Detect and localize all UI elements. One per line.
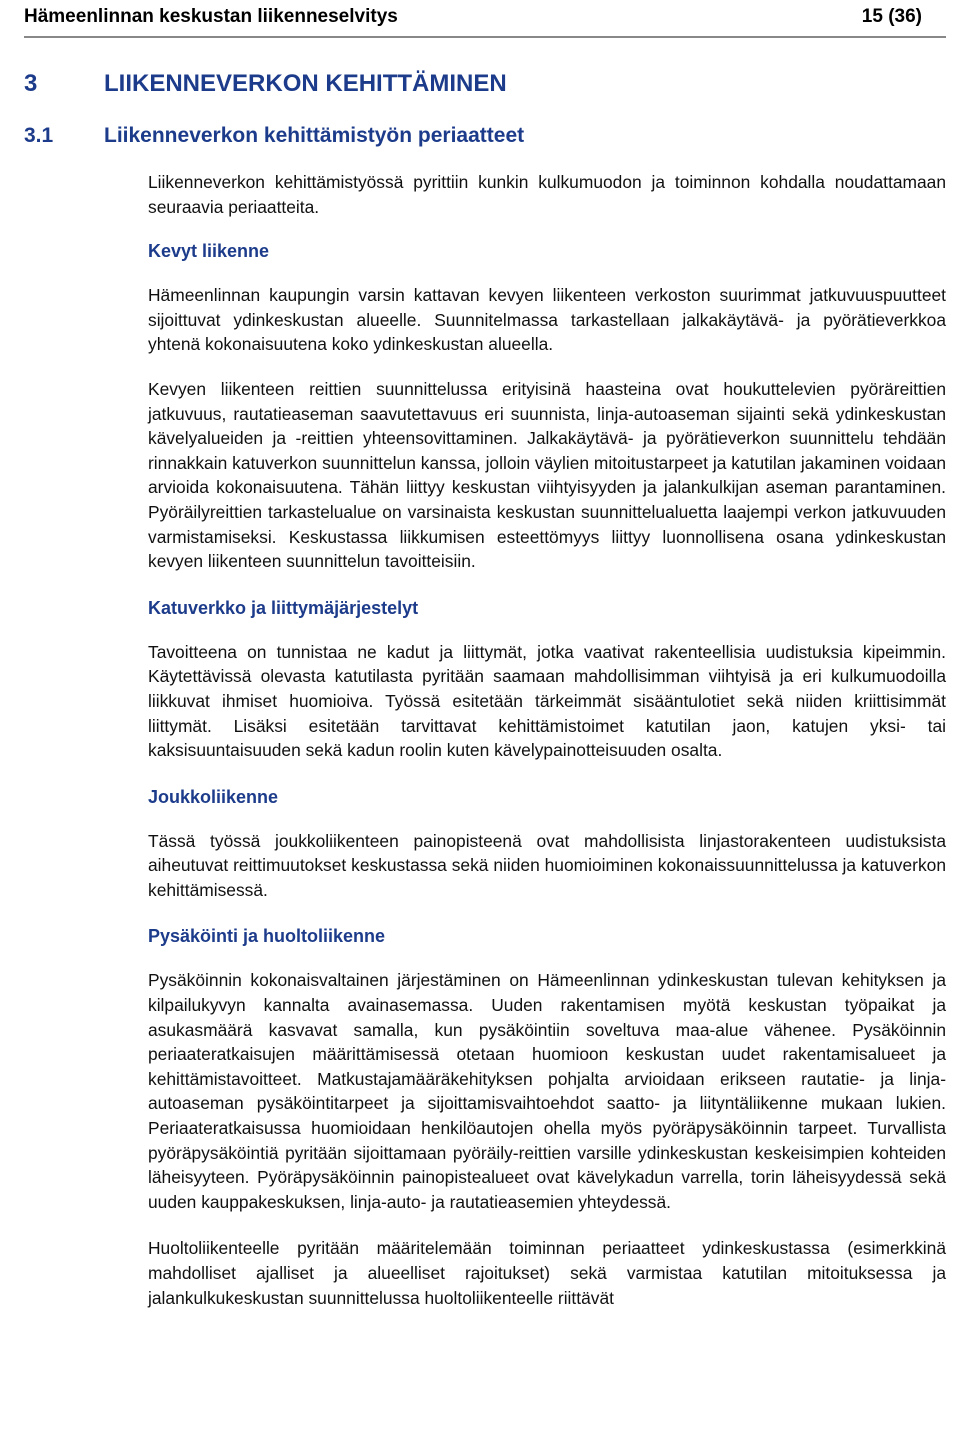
- section-heading: [24, 124, 524, 148]
- chapter-heading: [24, 70, 507, 98]
- intro-paragraph: Liikenneverkon kehittämistyössä pyrittiin kunkin kulkumuodon ja toiminnon kohdalla noudattamaan seuraavia periaatteita.: [148, 172, 946, 217]
- section-number: 3.1: [24, 124, 54, 147]
- page-header: [24, 0, 936, 34]
- paragraph: Pysäköinnin kokonaisvaltainen järjestäminen on Hämeenlinnan ydinkeskustan tulevan kehityksen ja kilpailukyvyn kannalta avainasemassa. Uuden rakentamisen myötä keskustan työpaikat ja asukasmäärä kasvavat samalla, kun pysäköintiin soveltuva maa-alue vähenee. Pysäköinnin periaateratkaisujen määrittämisessä otetaan huomioon keskustan uudet rakentamisalueet ja kehittämistavoitteet. Matkustajamääräkehityksen pohjalta arvioidaan erikseen rautatie- ja linja-autoaseman pysäköintitarpeet ja sijoittamisvaihtoehdot saatto- ja liityntäliikenne mukaan lukien. Periaateratkaisussa huomioidaan henkilöautojen ohella myös pyöräpysäköinnin tarpeet. Turvallista pyöräpysäköintiä pyritään sijoittamaan pyöräily-reittien varsille ydinkeskustan keskeisimpien kohteiden läheisyyteen. Pyöräpysäköinnin painopistealueet ovat kävelykadun varrella, torin läheisyydessä sekä uuden kauppakeskuksen, linja-auto- ja rautatieasemien yhteydessä.: [148, 970, 946, 1212]
- subsection-heading-kevyt-liikenne: Kevyt liikenne: [148, 241, 270, 262]
- subsection-heading-katuverkko: Katuverkko ja liittymäjärjestelyt: [148, 597, 419, 618]
- subsection-heading-joukkoliikenne: Joukkoliikenne: [148, 786, 279, 807]
- paragraph: Hämeenlinnan kaupungin varsin kattavan kevyen liikenteen verkoston suurimmat jatkuvuuspuutteet sijoittuvat ydinkeskustan alueelle. Suunnitelmassa tarkastellaan jalkakäytävä- ja pyörätieverkkoa yhtenä kokonaisuutena koko ydinkeskustan alueella.: [148, 285, 946, 355]
- header-divider: [24, 36, 946, 38]
- subsection-heading-pysakointi: Pysäköinti ja huoltoliikenne: [148, 926, 386, 947]
- body-content: [148, 170, 946, 1310]
- chapter-title: LIIKENNEVERKON KEHITTÄMINEN: [104, 70, 507, 97]
- page-number: 15 (36): [861, 6, 922, 27]
- document-title: Hämeenlinnan keskustan liikenneselvitys: [24, 6, 398, 27]
- section-title: Liikenneverkon kehittämistyön periaatteet: [104, 124, 525, 147]
- paragraph: Tavoitteena on tunnistaa ne kadut ja liittymät, jotka vaativat rakenteellisia uudistuksia kipeimmin. Käytettävissä olevasta katutilasta pyritään saamaan mahdollisimman viihtyisä ja eri kulkumuodoilla liikkuvat ihmiset huomioiva. Työssä esitetään tärkeimmät sisääntulotiet sekä niiden kriittisimmät liittymät. Lisäksi esitetään tarvittavat kehittämistoimet katutilan jaon, katujen yksi- tai kaksisuuntaisuuden sekä kadun roolin kuten kävelypainotteisuuden osalta.: [148, 641, 946, 761]
- paragraph: Kevyen liikenteen reittien suunnittelussa erityisinä haasteina ovat houkuttelevien pyöräreittien jatkuvuus, rautatieaseman saavutettavuus eri suunnista, linja-autoaseman sijainti sekä ydinkeskustan kävelyalueiden ja -reittien yhteensovittaminen. Jalkakäytävä- ja pyörätieverkon suunnittelu tehdään rinnakkain katuverkon suunnittelun kanssa, jolloin väylien mitoitustarpeet ja katutilan jakaminen voidaan arvioida kokonaisuutena. Tähän liittyy keskustan viihtyisyyden ja jalankulkijan aseman parantaminen. Pyöräilyreittien tarkastelualue on varsinaista keskustan suunnittelualuetta laajempi verkon jatkuvuuden varmistamiseksi. Keskustassa liikkumisen esteettömyys liittyy luonnollisena osana ydinkeskustan kevyen liikenteen suunnittelun tavoitteisiin.: [148, 378, 946, 572]
- paragraph: Tässä työssä joukkoliikenteen painopisteenä ovat mahdollisista linjastorakenteen uudistuksista aiheutuvat reittimuutokset keskustassa sekä niiden huomioiminen kokonaissuunnittelussa ja katuverkon kehittämisessä.: [148, 830, 946, 900]
- chapter-number: 3: [24, 70, 38, 97]
- paragraph: Huoltoliikenteelle pyritään määritelemään toiminnan periaatteet ydinkeskustassa (esimerkkinä mahdolliset ajalliset ja alueelliset rajoitukset) sekä varmistaa katutilan mitoituksessa ja jalankulkukeskustan suunnittelussa huoltoliikenteelle riittävät: [148, 1238, 946, 1308]
